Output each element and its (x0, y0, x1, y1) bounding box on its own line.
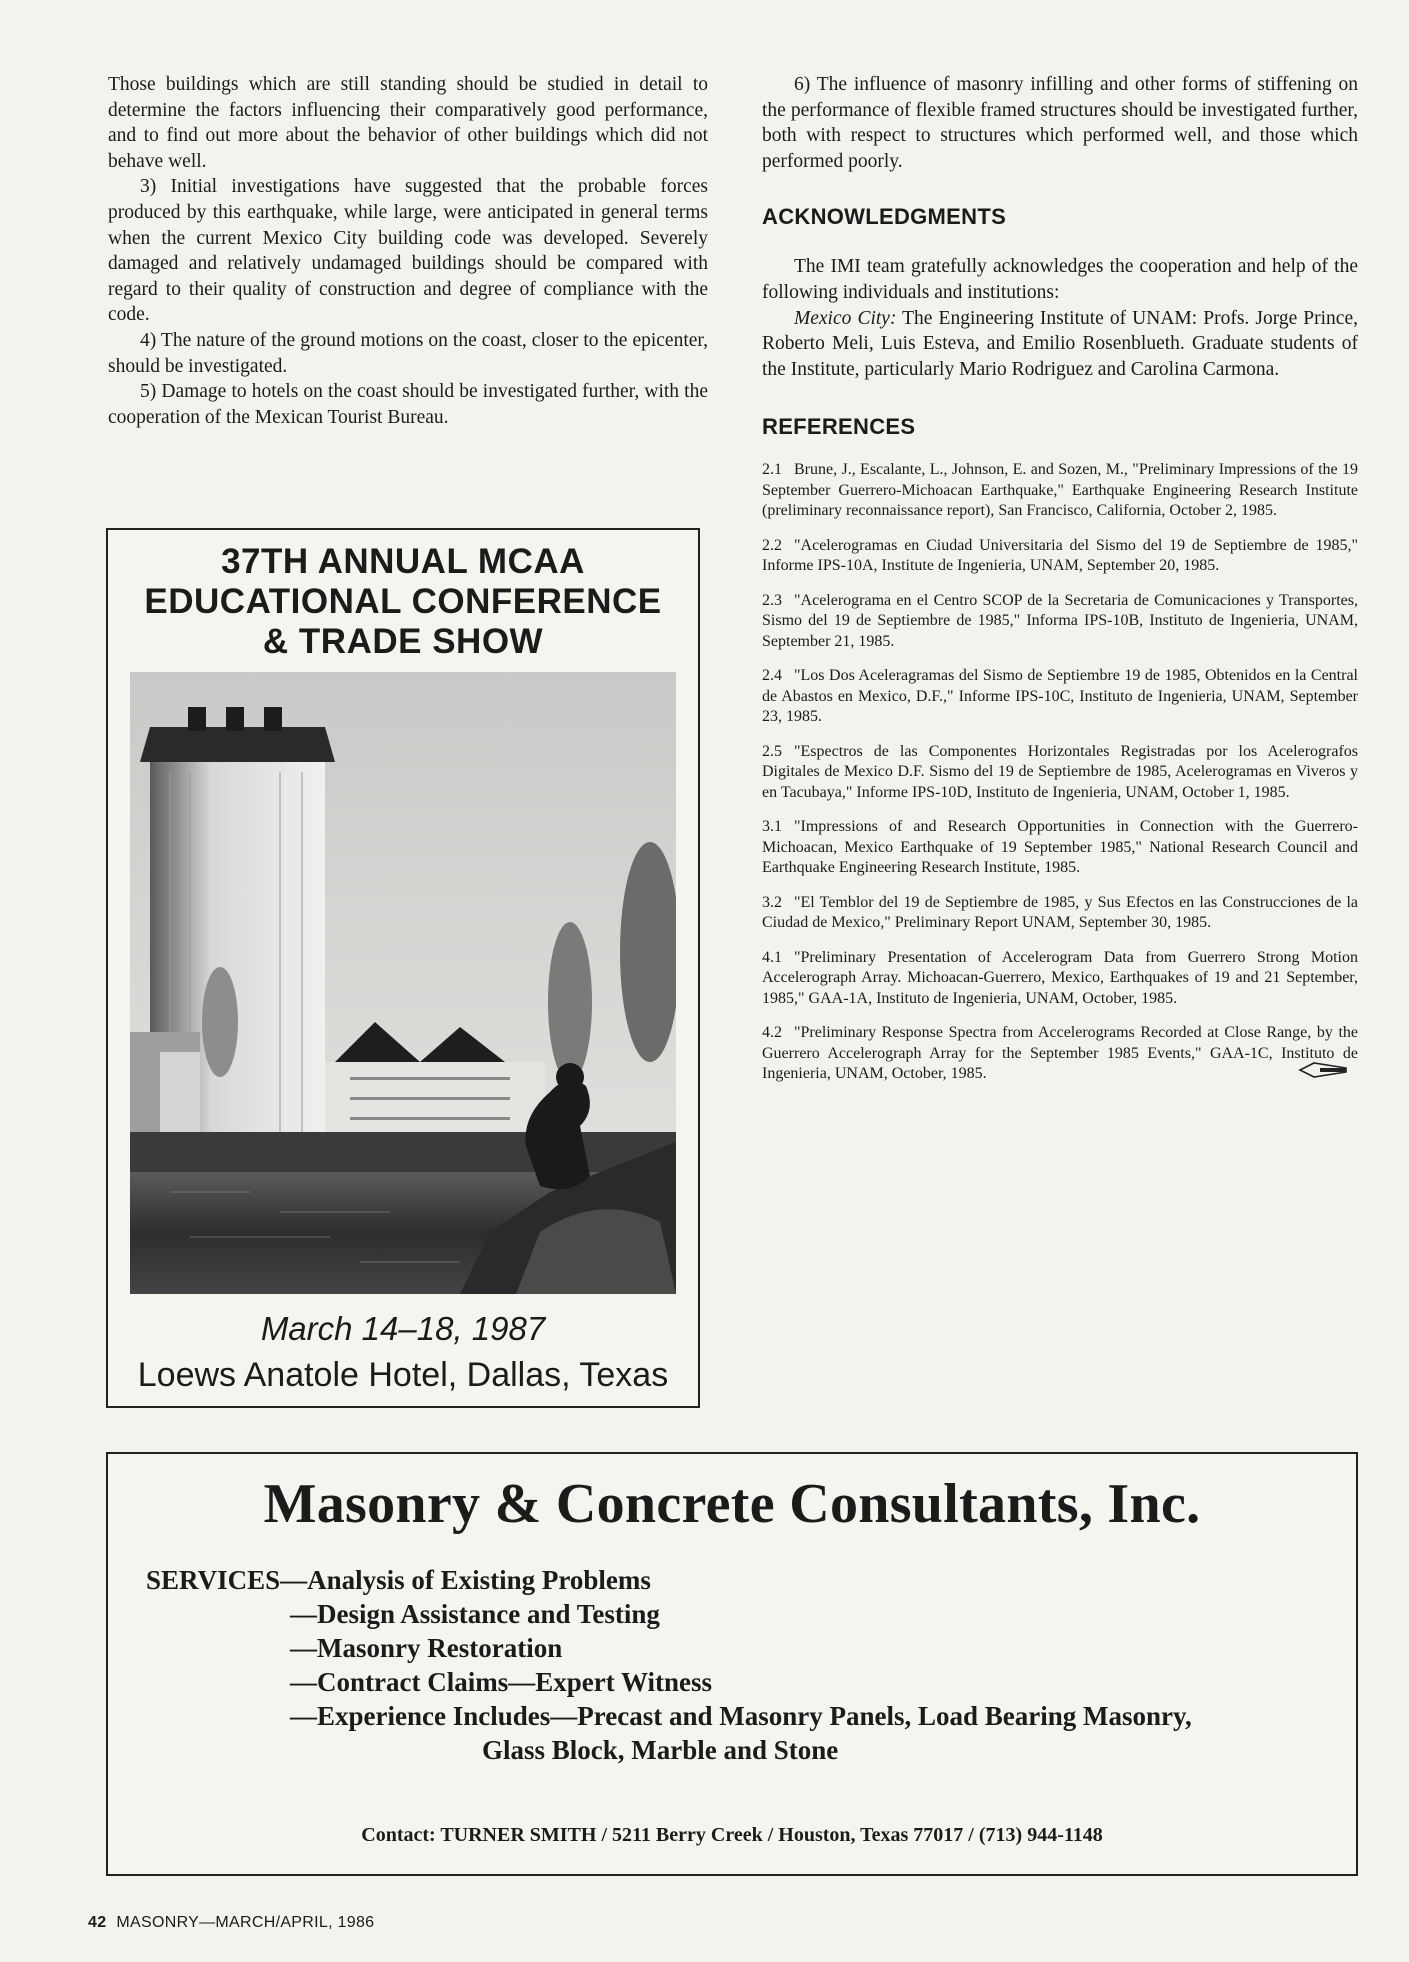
reference-text: "Impressions of and Research Opportunities in Connection with the Guerrero-Michoacan, Mexico Earthquake of 19 September 1985," National Research Council and Earthquake Engineering Research Institute, 1985. (762, 818, 1358, 877)
conference-date: March 14–18, 1987 (260, 1310, 546, 1347)
reference-item (762, 742, 1358, 804)
paragraph: 5) Damage to hotels on the coast should be investigated further, with the cooperation of the Mexican Tourist Bureau. (108, 381, 708, 428)
masonry-consultants-ad (106, 1452, 1358, 1876)
contact-line: Contact: TURNER SMITH / 5211 Berry Creek / Houston, Texas 77017 / (713) 944-1148 (361, 1824, 1103, 1846)
title-line: EDUCATIONAL CONFERENCE (144, 582, 662, 621)
service-line: —Masonry Restoration (290, 1633, 563, 1663)
reference-number: 2.4 (762, 667, 782, 685)
paragraph: The IMI team gratefully acknowledges the cooperation and help of the following individuals and institutions: (762, 256, 1358, 303)
reference-number: 3.2 (762, 893, 782, 911)
reference-item (762, 536, 1358, 577)
reference-number: 4.1 (762, 948, 782, 966)
reference-item (762, 1023, 1358, 1085)
page-number: 42 (88, 1914, 107, 1931)
reference-number: 3.1 (762, 818, 782, 836)
service-line: SERVICES—Analysis of Existing Problems (146, 1565, 651, 1595)
acknowledgments-heading: ACKNOWLEDGMENTS (762, 204, 1007, 230)
publication-name: MASONRY—MARCH/APRIL, 1986 (116, 1914, 375, 1931)
reference-text: "Espectros de las Componentes Horizontales Registradas por los Acelerografos Digitales de Mexico D.F. Sismo del 19 de Septiembre de 1985, Acelerogramas en Viveros y en Tacubaya," Informe IPS-10D, Instituto de Ingenieria, UNAM, October 1, 1985. (762, 742, 1358, 801)
reference-number: 2.5 (762, 742, 782, 760)
left-column-text (108, 72, 708, 430)
right-column (762, 72, 1358, 1099)
conference-venue: Loews Anatole Hotel, Dallas, Texas (137, 1356, 669, 1394)
acknowledgments-text (762, 254, 1358, 382)
hotel-photo (130, 672, 676, 1294)
reference-text: "Acelerograma en el Centro SCOP de la Secretaria de Comunicaciones y Transportes, Sismo del 19 de Septiembre de 1985," Informa IPS-10B, Instituto de Ingenieria, UNAM, September 21, 1985. (762, 591, 1358, 650)
reference-item (762, 591, 1358, 653)
reference-item (762, 460, 1358, 522)
references-heading: REFERENCES (762, 414, 916, 440)
reference-number: 2.1 (762, 461, 782, 479)
location-label: Mexico City: (794, 307, 897, 329)
reference-number: 4.2 (762, 1024, 782, 1042)
reference-text: "Preliminary Response Spectra from Accelerograms Recorded at Close Range, by the Guerrero Accelerograph Array for the September 1985 Events," GAA-1C, Instituto de Ingenieria, UNAM, October, 1985. (762, 1024, 1358, 1083)
reference-text: Brune, J., Escalante, L., Johnson, E. and Sozen, M., "Preliminary Impressions of the 19 September Guerrero-Michoacan Earthquake," Earthquake Engineering Research Institute (preliminary reconnaissance report), San Francisco, California, October 2, 1985. (762, 461, 1358, 520)
reference-item (762, 817, 1358, 879)
paragraph: 6) The influence of masonry infilling and other forms of stiffening on the performance of flexible framed structures should be investigated further, both with respect to structures which performed well, and those which performed poorly. (762, 74, 1358, 172)
page-footer (88, 1914, 374, 1932)
reference-text: "Acelerogramas en Ciudad Universitaria del Sismo del 19 de Septiembre de 1985," Informe IPS-10A, Institute de Ingenieria, UNAM, September 20, 1985. (762, 536, 1358, 575)
paragraph (762, 306, 1358, 383)
reference-text: "El Temblor del 19 de Septiembre de 1985, y Sus Efectos en las Construcciones de la Ciudad de Mexico," Preliminary Report UNAM, September 30, 1985. (762, 893, 1358, 932)
reference-number: 2.2 (762, 536, 782, 554)
reference-text: "Preliminary Presentation of Accelerogram Data from Guerrero Strong Motion Accelerograph Array. Michoacan-Guerrero, Mexico, Earthquakes of 19 and 21 September, 1985," GAA-1A, Instituto de Ingenieria, UNAM, October, 1985. (762, 948, 1358, 1007)
paragraph: 4) The nature of the ground motions on the coast, closer to the epicenter, should be investigated. (108, 329, 708, 377)
references-list (762, 460, 1358, 1085)
reference-item (762, 948, 1358, 1010)
service-line: Glass Block, Marble and Stone (482, 1735, 839, 1765)
reference-number: 2.3 (762, 591, 782, 609)
paragraph: 3) Initial investigations have suggested that the probable forces produced by this earthquake, while large, were anticipated in general terms when the current Mexico City building code was developed. Severely damaged and relatively undamaged buildings should be compared with regard to their quality of construction and degree of compliance with the code. (108, 176, 708, 326)
reference-item (762, 666, 1358, 728)
title-line: & TRADE SHOW (262, 622, 544, 661)
service-line: —Contract Claims—Expert Witness (290, 1667, 712, 1697)
conference-title (108, 542, 698, 662)
end-of-article-arrow-icon (1298, 1061, 1348, 1079)
title-line: 37TH ANNUAL MCAA (221, 542, 585, 581)
paragraph: Those buildings which are still standing should be studied in detail to determine the factors influencing their comparatively good performance, and to find out more about the behavior of other buildings which did not behave well. (108, 74, 708, 172)
recommendation-text (762, 72, 1358, 174)
reference-text: "Los Dos Aceleragramas del Sismo de Septiembre 19 de 1985, Obtenidos en la Central de Abastos en Mexico, D.F.," Informe IPS-10C, Instituto de Ingenieria, UNAM, September 23, 1985. (762, 667, 1358, 726)
service-line: —Experience Includes—Precast and Masonry Panels, Load Bearing Masonry, (290, 1701, 1192, 1731)
reference-item (762, 893, 1358, 934)
paragraph-text: The Engineering Institute of UNAM: Profs. Jorge Prince, Roberto Meli, Luis Esteva, and Emilio Rosenblueth. Graduate students of the Institute, particularly Mario Rodriguez and Carolina Carmona. (762, 307, 1358, 380)
company-name: Masonry & Concrete Consultants, Inc. (263, 1473, 1201, 1535)
service-line: —Design Assistance and Testing (290, 1599, 660, 1629)
mcaa-conference-ad (106, 528, 700, 1408)
